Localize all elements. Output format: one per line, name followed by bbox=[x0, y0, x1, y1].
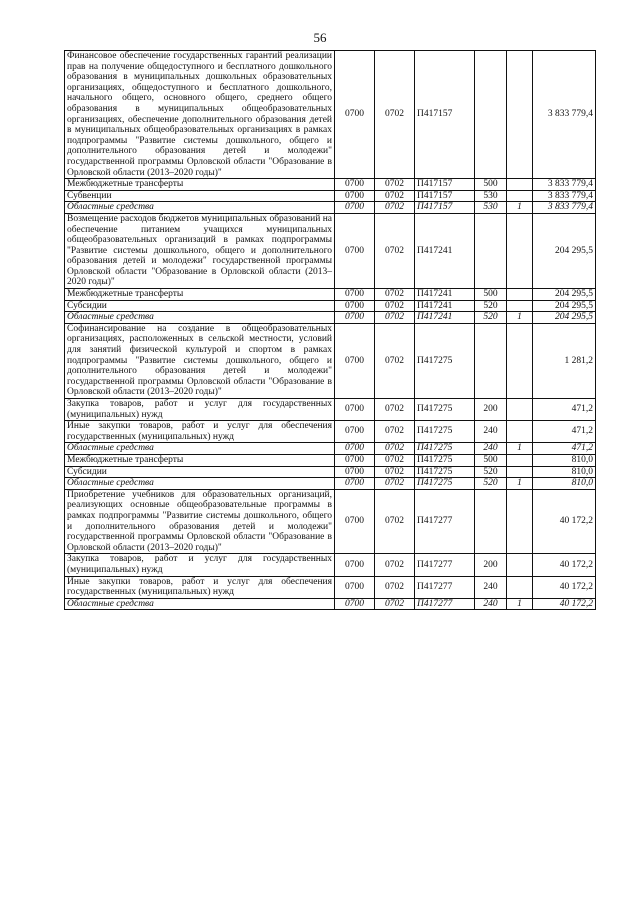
expense-name-cell: Областные средства bbox=[65, 202, 335, 214]
expense-name-cell: Иные закупки товаров, работ и услуг для обеспечения государственных (муниципальных) нужд bbox=[65, 576, 335, 598]
amount-cell: 810,0 bbox=[533, 466, 596, 478]
funding-source-cell bbox=[507, 300, 533, 312]
target-article-cell: П417157 bbox=[415, 202, 475, 214]
section-code-cell: 0700 bbox=[335, 179, 375, 191]
funding-source-cell bbox=[507, 576, 533, 598]
amount-cell: 40 172,2 bbox=[533, 489, 596, 554]
expense-type-cell: 520 bbox=[475, 478, 507, 490]
expense-name-cell: Областные средства bbox=[65, 598, 335, 610]
target-article-cell: П417275 bbox=[415, 443, 475, 455]
subsection-code-cell: 0702 bbox=[375, 454, 415, 466]
section-code-cell: 0700 bbox=[335, 421, 375, 443]
section-code-cell: 0700 bbox=[335, 190, 375, 202]
target-article-cell: П417277 bbox=[415, 554, 475, 576]
expense-type-cell: 500 bbox=[475, 179, 507, 191]
table-row bbox=[65, 289, 596, 301]
funding-source-cell: 1 bbox=[507, 202, 533, 214]
funding-source-cell bbox=[507, 489, 533, 554]
budget-table bbox=[64, 50, 596, 610]
funding-source-cell bbox=[507, 179, 533, 191]
subsection-code-cell: 0702 bbox=[375, 598, 415, 610]
funding-source-cell bbox=[507, 51, 533, 179]
funding-source-cell: 1 bbox=[507, 598, 533, 610]
section-code-cell: 0700 bbox=[335, 213, 375, 288]
target-article-cell: П417241 bbox=[415, 312, 475, 324]
amount-cell: 1 281,2 bbox=[533, 323, 596, 398]
expense-type-cell: 240 bbox=[475, 576, 507, 598]
table-row bbox=[65, 478, 596, 490]
funding-source-cell bbox=[507, 213, 533, 288]
expense-type-cell: 240 bbox=[475, 598, 507, 610]
funding-source-cell bbox=[507, 454, 533, 466]
subsection-code-cell: 0702 bbox=[375, 202, 415, 214]
amount-cell: 471,2 bbox=[533, 399, 596, 421]
expense-type-cell bbox=[475, 489, 507, 554]
section-code-cell: 0700 bbox=[335, 454, 375, 466]
expense-type-cell: 530 bbox=[475, 190, 507, 202]
table-row bbox=[65, 466, 596, 478]
table-row bbox=[65, 421, 596, 443]
table-row bbox=[65, 202, 596, 214]
table-body bbox=[65, 51, 596, 610]
target-article-cell: П417275 bbox=[415, 421, 475, 443]
expense-name-cell: Возмещение расходов бюджетов муниципальных образований на обеспечение питанием учащихся муниципальных общеобразовательных организаций в рамках подпрограммы "Развитие системы дошкольного, общего и дополнительного образования детей и молодежи" государственной программы Орловской области "Образование в Орловской области (2013–2020 годы)" bbox=[65, 213, 335, 288]
funding-source-cell bbox=[507, 466, 533, 478]
expense-type-cell bbox=[475, 213, 507, 288]
expense-type-cell bbox=[475, 323, 507, 398]
expense-name-cell: Закупка товаров, работ и услуг для государственных (муниципальных) нужд bbox=[65, 554, 335, 576]
subsection-code-cell: 0702 bbox=[375, 421, 415, 443]
section-code-cell: 0700 bbox=[335, 443, 375, 455]
expense-name-cell: Субсидии bbox=[65, 466, 335, 478]
table-row bbox=[65, 489, 596, 554]
target-article-cell: П417275 bbox=[415, 478, 475, 490]
table-row bbox=[65, 454, 596, 466]
amount-cell: 204 295,5 bbox=[533, 300, 596, 312]
expense-type-cell bbox=[475, 51, 507, 179]
amount-cell: 40 172,2 bbox=[533, 576, 596, 598]
subsection-code-cell: 0702 bbox=[375, 289, 415, 301]
expense-name-cell: Субсидии bbox=[65, 300, 335, 312]
subsection-code-cell: 0702 bbox=[375, 478, 415, 490]
expense-type-cell: 520 bbox=[475, 466, 507, 478]
expense-type-cell: 530 bbox=[475, 202, 507, 214]
target-article-cell: П417157 bbox=[415, 179, 475, 191]
target-article-cell: П417275 bbox=[415, 399, 475, 421]
table-row bbox=[65, 51, 596, 179]
table-row bbox=[65, 399, 596, 421]
table-row bbox=[65, 300, 596, 312]
expense-name-cell: Областные средства bbox=[65, 312, 335, 324]
subsection-code-cell: 0702 bbox=[375, 443, 415, 455]
table-row bbox=[65, 323, 596, 398]
table-row bbox=[65, 554, 596, 576]
expense-name-cell: Закупка товаров, работ и услуг для государственных (муниципальных) нужд bbox=[65, 399, 335, 421]
expense-name-cell: Иные закупки товаров, работ и услуг для обеспечения государственных (муниципальных) нужд bbox=[65, 421, 335, 443]
amount-cell: 471,2 bbox=[533, 421, 596, 443]
expense-name-cell: Субвенции bbox=[65, 190, 335, 202]
subsection-code-cell: 0702 bbox=[375, 179, 415, 191]
subsection-code-cell: 0702 bbox=[375, 300, 415, 312]
funding-source-cell bbox=[507, 323, 533, 398]
expense-type-cell: 520 bbox=[475, 300, 507, 312]
funding-source-cell: 1 bbox=[507, 478, 533, 490]
table-row bbox=[65, 213, 596, 288]
target-article-cell: П417277 bbox=[415, 489, 475, 554]
target-article-cell: П417275 bbox=[415, 454, 475, 466]
amount-cell: 3 833 779,4 bbox=[533, 202, 596, 214]
subsection-code-cell: 0702 bbox=[375, 554, 415, 576]
amount-cell: 471,2 bbox=[533, 443, 596, 455]
target-article-cell: П417277 bbox=[415, 576, 475, 598]
subsection-code-cell: 0702 bbox=[375, 323, 415, 398]
page-number: 56 bbox=[313, 30, 327, 45]
expense-name-cell: Областные средства bbox=[65, 443, 335, 455]
amount-cell: 40 172,2 bbox=[533, 554, 596, 576]
amount-cell: 40 172,2 bbox=[533, 598, 596, 610]
amount-cell: 3 833 779,4 bbox=[533, 190, 596, 202]
expense-type-cell: 240 bbox=[475, 443, 507, 455]
funding-source-cell bbox=[507, 289, 533, 301]
funding-source-cell bbox=[507, 190, 533, 202]
section-code-cell: 0700 bbox=[335, 489, 375, 554]
subsection-code-cell: 0702 bbox=[375, 466, 415, 478]
expense-name-cell: Финансовое обеспечение государственных гарантий реализации прав на получение общедоступного и бесплатного дошкольного образования в муниципальных дошкольных образовательных организациях, общедоступного и бесплатного дошкольного, начального общего, основного общего, среднего общего образования в муниципальных общеобразовательных организациях, обеспечение дополнительного образования детей в муниципальных общеобразовательных организациях в рамках подпрограммы "Развитие системы дошкольного, общего и дополнительного образования детей и молодежи" государственной программы Орловской области "Образование в Орловской области (2013–2020 годы)" bbox=[65, 51, 335, 179]
expense-name-cell: Приобретение учебников для образовательных организаций, реализующих основные общеобразовательные программы в рамках подпрограммы "Развитие системы дошкольного, общего и дополнительного образования детей и молодежи" государственной программы Орловской области "Образование в Орловской области (2013–2020 годы)" bbox=[65, 489, 335, 554]
section-code-cell: 0700 bbox=[335, 289, 375, 301]
target-article-cell: П417157 bbox=[415, 51, 475, 179]
table-row bbox=[65, 576, 596, 598]
section-code-cell: 0700 bbox=[335, 554, 375, 576]
funding-source-cell bbox=[507, 554, 533, 576]
expense-name-cell: Межбюджетные трансферты bbox=[65, 454, 335, 466]
expense-name-cell: Софинансирование на создание в общеобразовательных организациях, расположенных в сельской местности, условий для занятий физической культурой и спортом в рамках подпрограммы "Развитие системы дошкольного, общего и дополнительного образования детей и молодежи" государственной программы Орловской области "Образование в Орловской области (2013–2020 годы)" bbox=[65, 323, 335, 398]
expense-name-cell: Межбюджетные трансферты bbox=[65, 289, 335, 301]
expense-type-cell: 200 bbox=[475, 554, 507, 576]
table-row bbox=[65, 312, 596, 324]
subsection-code-cell: 0702 bbox=[375, 576, 415, 598]
target-article-cell: П417277 bbox=[415, 598, 475, 610]
expense-type-cell: 520 bbox=[475, 312, 507, 324]
subsection-code-cell: 0702 bbox=[375, 489, 415, 554]
amount-cell: 3 833 779,4 bbox=[533, 179, 596, 191]
section-code-cell: 0700 bbox=[335, 466, 375, 478]
expense-type-cell: 200 bbox=[475, 399, 507, 421]
subsection-code-cell: 0702 bbox=[375, 51, 415, 179]
expense-type-cell: 500 bbox=[475, 454, 507, 466]
amount-cell: 810,0 bbox=[533, 454, 596, 466]
section-code-cell: 0700 bbox=[335, 576, 375, 598]
funding-source-cell: 1 bbox=[507, 443, 533, 455]
target-article-cell: П417275 bbox=[415, 323, 475, 398]
section-code-cell: 0700 bbox=[335, 312, 375, 324]
section-code-cell: 0700 bbox=[335, 300, 375, 312]
table-row bbox=[65, 179, 596, 191]
expense-name-cell: Областные средства bbox=[65, 478, 335, 490]
subsection-code-cell: 0702 bbox=[375, 190, 415, 202]
funding-source-cell: 1 bbox=[507, 312, 533, 324]
subsection-code-cell: 0702 bbox=[375, 399, 415, 421]
target-article-cell: П417241 bbox=[415, 213, 475, 288]
table-row bbox=[65, 443, 596, 455]
amount-cell: 810,0 bbox=[533, 478, 596, 490]
target-article-cell: П417157 bbox=[415, 190, 475, 202]
amount-cell: 204 295,5 bbox=[533, 312, 596, 324]
amount-cell: 3 833 779,4 bbox=[533, 51, 596, 179]
expense-type-cell: 500 bbox=[475, 289, 507, 301]
section-code-cell: 0700 bbox=[335, 323, 375, 398]
expense-type-cell: 240 bbox=[475, 421, 507, 443]
amount-cell: 204 295,5 bbox=[533, 213, 596, 288]
funding-source-cell bbox=[507, 399, 533, 421]
section-code-cell: 0700 bbox=[335, 598, 375, 610]
amount-cell: 204 295,5 bbox=[533, 289, 596, 301]
section-code-cell: 0700 bbox=[335, 202, 375, 214]
target-article-cell: П417275 bbox=[415, 466, 475, 478]
subsection-code-cell: 0702 bbox=[375, 312, 415, 324]
target-article-cell: П417241 bbox=[415, 300, 475, 312]
section-code-cell: 0700 bbox=[335, 478, 375, 490]
section-code-cell: 0700 bbox=[335, 399, 375, 421]
target-article-cell: П417241 bbox=[415, 289, 475, 301]
table-row bbox=[65, 190, 596, 202]
table-row bbox=[65, 598, 596, 610]
subsection-code-cell: 0702 bbox=[375, 213, 415, 288]
section-code-cell: 0700 bbox=[335, 51, 375, 179]
funding-source-cell bbox=[507, 421, 533, 443]
expense-name-cell: Межбюджетные трансферты bbox=[65, 179, 335, 191]
